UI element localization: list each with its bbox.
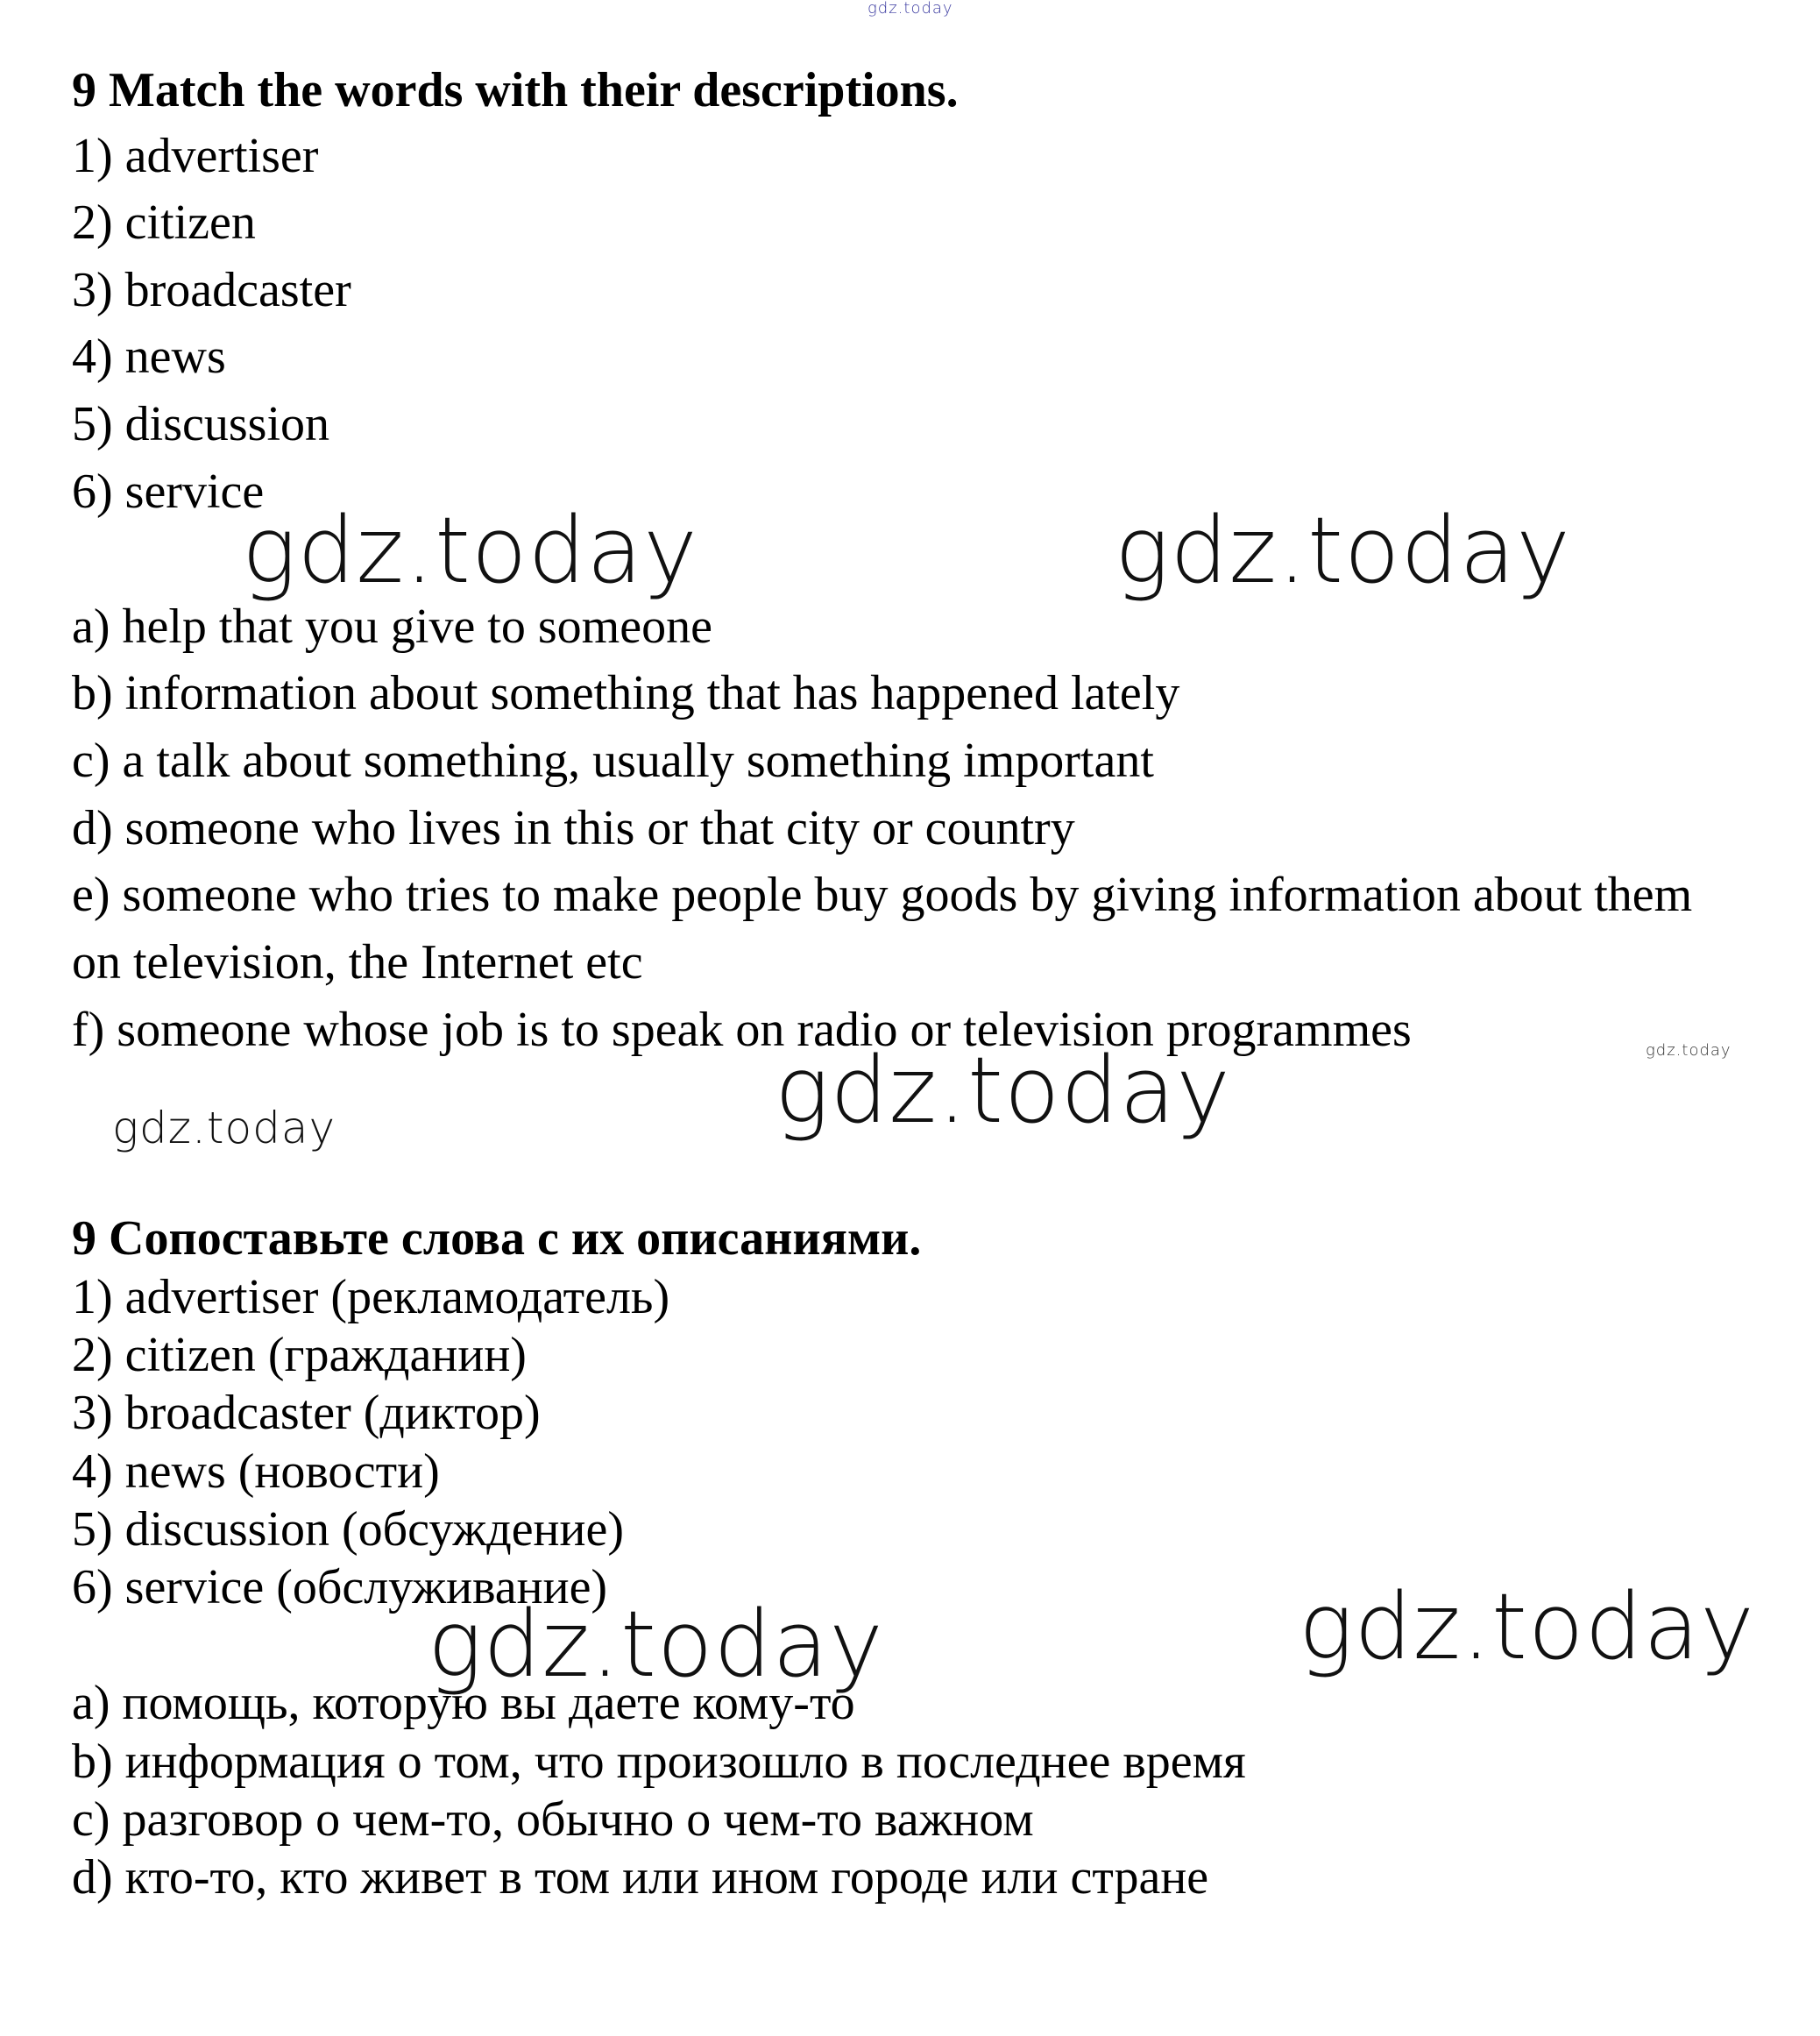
russian-description-item: c) разговор о чем-то, обычно о чем-то важном — [72, 1792, 1034, 1847]
english-word-item: 6) service — [72, 465, 265, 519]
russian-word-item: 2) citizen (гражданин) — [72, 1328, 527, 1382]
english-description-continuation: on television, the Internet etc — [72, 935, 643, 990]
english-word-item: 5) discussion — [72, 397, 329, 451]
russian-word-item: 1) advertiser (рекламодатель) — [72, 1270, 670, 1324]
watermark-3: gdz.today — [775, 1037, 1231, 1144]
russian-word-item: 3) broadcaster (диктор) — [72, 1386, 541, 1440]
watermark-1: gdz.today — [242, 497, 698, 604]
english-description-item: f) someone whose job is to speak on radio or television programmes — [72, 1003, 1412, 1057]
russian-word-item: 6) service (обслуживание) — [72, 1560, 608, 1614]
english-word-item: 4) news — [72, 330, 226, 384]
russian-description-item: b) информация о том, что произошло в последнее время — [72, 1735, 1246, 1789]
english-word-item: 2) citizen — [72, 195, 256, 250]
english-description-item: a) help that you give to someone — [72, 599, 712, 654]
english-description-item: e) someone who tries to make people buy goods by giving information about them — [72, 868, 1693, 922]
watermark-7: gdz.today — [1299, 1573, 1755, 1680]
russian-word-item: 5) discussion (обсуждение) — [72, 1502, 624, 1557]
russian-description-item: d) кто-то, кто живет в том или ином городе или стране — [72, 1850, 1209, 1905]
english-description-item: c) a talk about something, usually something important — [72, 734, 1154, 788]
english-heading: 9 Match the words with their descriptions. — [72, 63, 959, 117]
english-description-item: b) information about something that has happened lately — [72, 666, 1180, 720]
russian-description-item: a) помощь, которую вы даете кому-то — [72, 1676, 855, 1730]
watermark-6: gdz.today — [428, 1591, 884, 1698]
russian-heading: 9 Сопоставьте слова с их описаниями. — [72, 1211, 922, 1266]
english-description-item: d) someone who lives in this or that city or country — [72, 801, 1075, 855]
watermark-4: gdz.today — [1646, 1041, 1731, 1060]
english-word-item: 3) broadcaster — [72, 263, 351, 317]
russian-word-item: 4) news (новости) — [72, 1444, 440, 1499]
watermark-5: gdz.today — [112, 1103, 336, 1153]
watermark-top: gdz.today — [868, 0, 953, 18]
watermark-2: gdz.today — [1115, 497, 1571, 604]
english-word-item: 1) advertiser — [72, 129, 319, 183]
